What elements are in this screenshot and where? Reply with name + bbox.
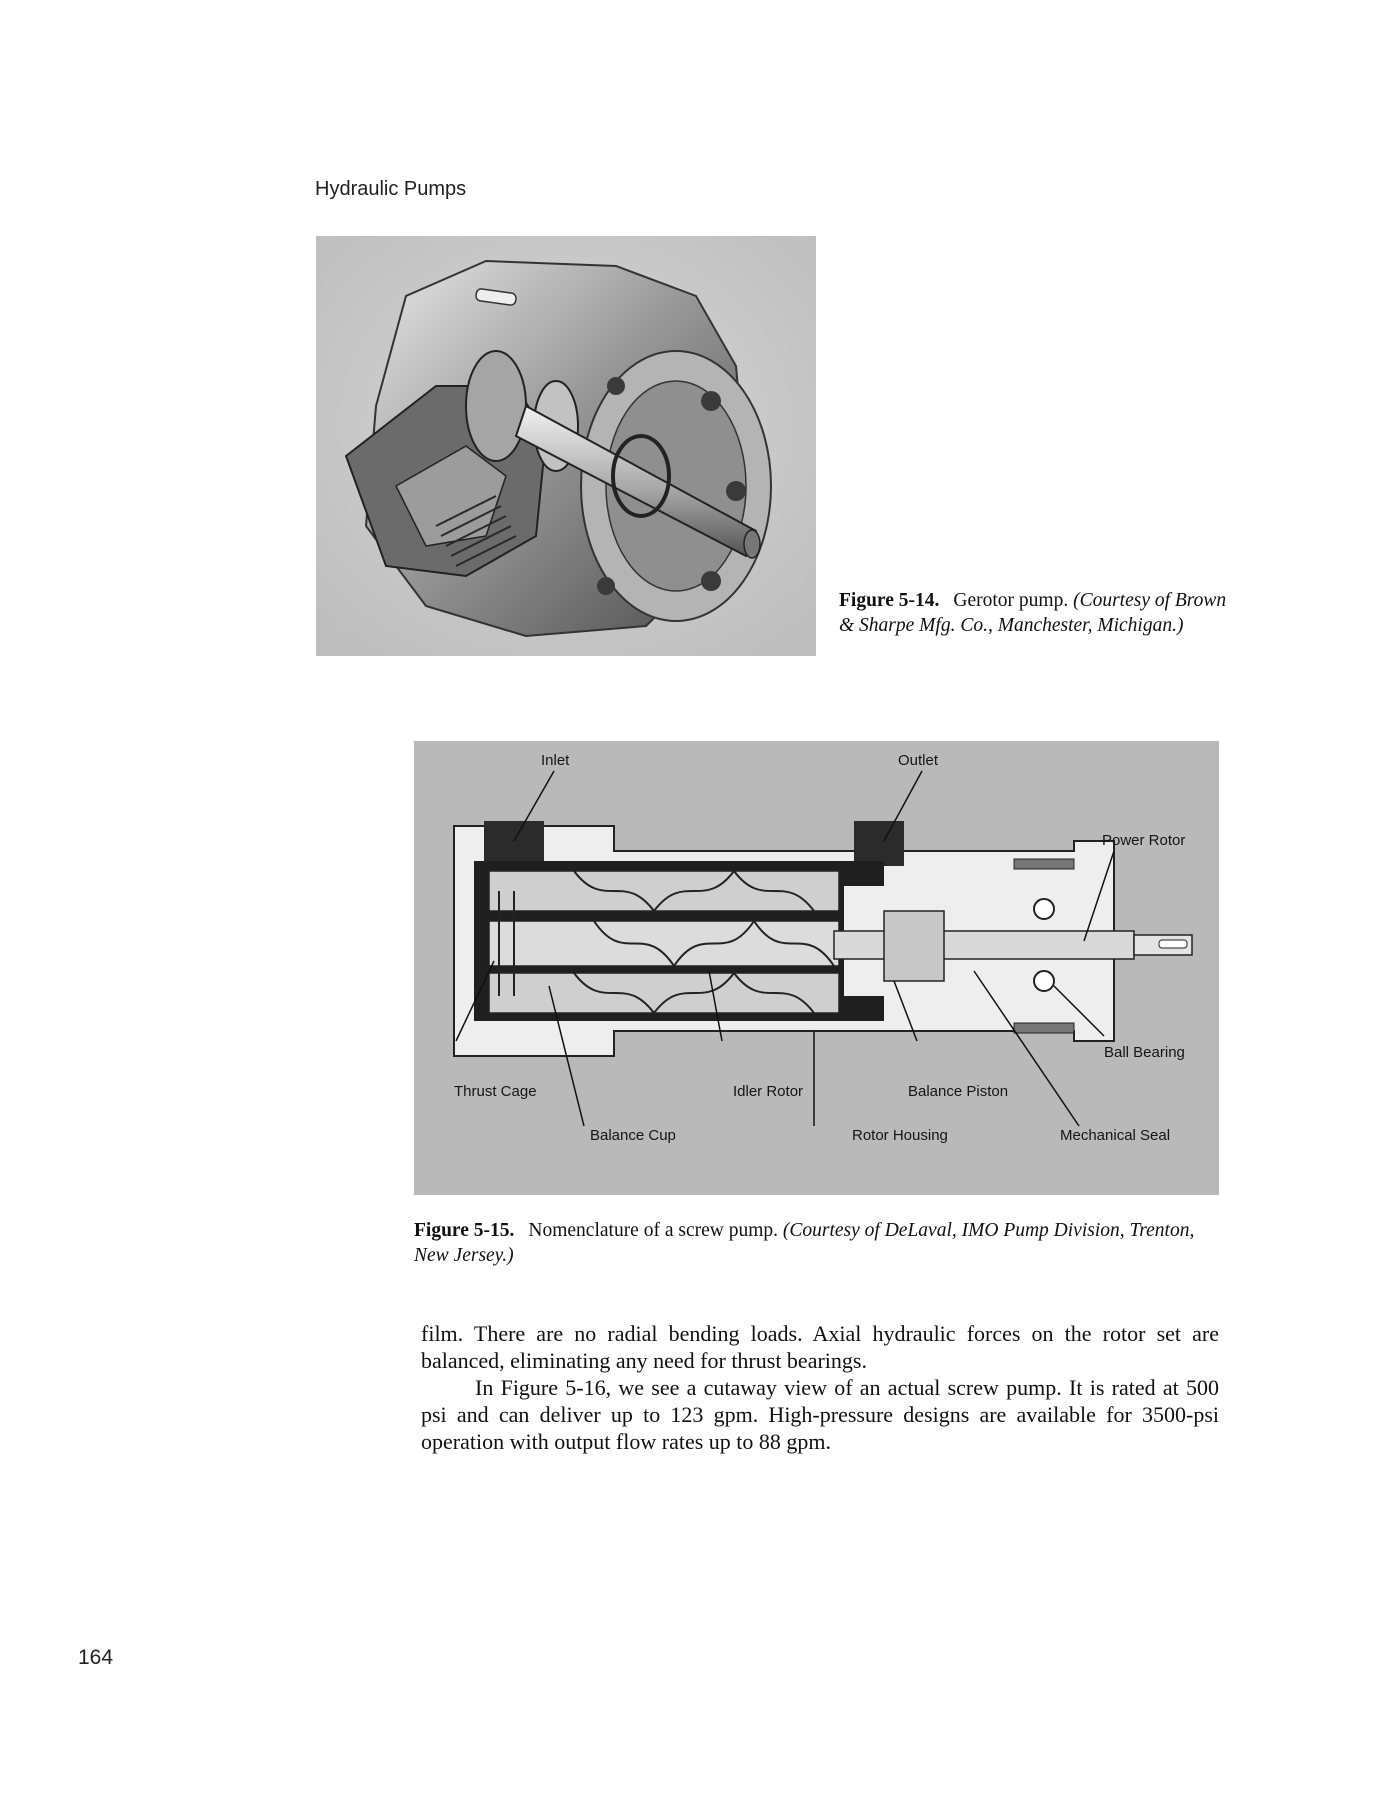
paragraph: In Figure 5-16, we see a cutaway view of an actual screw pump. It is rated at 500 psi and can deliver up to 123 gpm. High-pressure designs are available for 3500-psi operation with output flow rates up to 88 gpm.: [421, 1375, 1219, 1454]
figure-5-15-caption: [414, 1218, 1219, 1268]
page-number: 164: [78, 1646, 114, 1669]
label-inlet: Inlet: [541, 752, 570, 769]
figure-label: Figure 5-15.: [414, 1220, 515, 1241]
label-idler-rotor: Idler Rotor: [733, 1083, 804, 1100]
paragraph: film. There are no radial bending loads. Axial hydraulic forces on the rotor set are balanced, eliminating any need for thrust bearings.: [421, 1321, 1219, 1373]
caption-text: Nomenclature of a screw pump.: [528, 1220, 779, 1241]
gerotor-pump-photo: [316, 236, 816, 656]
label-power-rotor: Power Rotor: [1102, 832, 1186, 849]
running-head: Hydraulic Pumps: [315, 178, 467, 200]
caption-credit: (Courtesy of DeLaval, IMO Pump Division, Trenton, New Jersey.): [414, 1220, 1195, 1266]
caption-credit: (Courtesy of Brown & Sharpe Mfg. Co., Manchester, Michigan.): [839, 590, 1227, 636]
caption-text: Gerotor pump.: [953, 590, 1069, 611]
label-rotor-housing: Rotor Housing: [852, 1127, 948, 1144]
figure-5-14-caption: [839, 588, 1239, 638]
label-mechanical-seal: Mechanical Seal: [1060, 1127, 1171, 1144]
label-balance-piston: Balance Piston: [908, 1083, 1009, 1100]
label-balance-cup: Balance Cup: [590, 1127, 676, 1144]
figure-label: Figure 5-14.: [839, 590, 940, 611]
label-thrust-cage: Thrust Cage: [454, 1083, 537, 1100]
label-outlet: Outlet: [898, 752, 939, 769]
body-text: [421, 1320, 1219, 1455]
label-ball-bearing: Ball Bearing: [1104, 1044, 1185, 1061]
screw-pump-diagram: [414, 741, 1219, 1195]
